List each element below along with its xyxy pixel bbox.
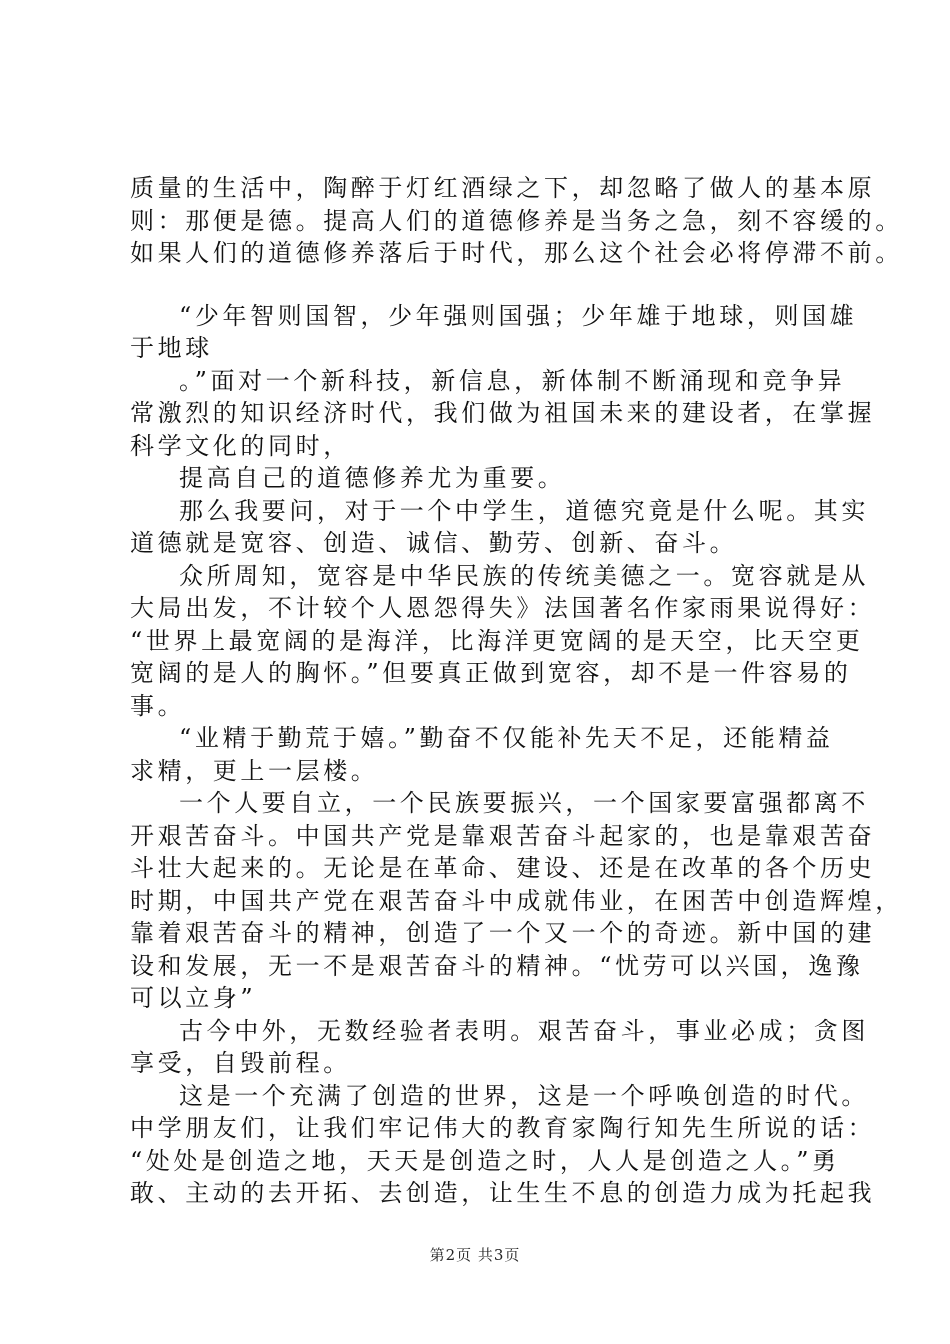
text-line: 事。 [130,691,186,720]
text-line: 时期，中国共产党在艰苦奋斗中成就伟业，在困苦中创造辉煌， [130,886,903,915]
text-line: 科学文化的同时， [130,431,351,460]
text-line: “少年智则国智，少年强则国强；少年雄于地球，则国雄 [179,301,858,330]
text-line: 那么我要问，对于一个中学生，道德究竟是什么呢。其实 [179,496,869,525]
text-line: 靠着艰苦奋斗的精神，创造了一个又一个的奇迹。新中国的建 [130,919,876,947]
text-line: 道德就是宽容、创造、诚信、勤劳、创新、奋斗。 [130,529,738,557]
text-line: “世界上最宽阔的是海洋，比海洋更宽阔的是天空，比天空更 [130,626,864,655]
text-line: 众所周知，宽容是中华民族的传统美德之一。宽容就是从 [179,561,869,590]
text-line: 则：那便是德。提高人们的道德修养是当务之急，刻不容缓的。 [130,206,903,235]
text-line: 提高自己的道德修养尤为重要。 [179,464,566,492]
text-line: 求精，更上一层楼。 [130,756,379,785]
text-line: 开艰苦奋斗。中国共产党是靠艰苦奋斗起家的，也是靠艰苦奋 [130,821,876,850]
text-line: 如果人们的道德修养落后于时代，那么这个社会必将停滞不前。 [130,239,903,267]
text-line: “处处是创造之地，天天是创造之时，人人是创造之人。”勇 [130,1146,840,1175]
text-line: 可以立身” [130,984,257,1012]
text-line: 斗壮大起来的。无论是在革命、建设、还是在改革的各个历史 [130,854,876,882]
text-line: 设和发展，无一不是艰苦奋斗的精神。“忧劳可以兴国，逸豫 [130,951,864,980]
text-line: 常激烈的知识经济时代，我们做为祖国未来的建设者，在掌握 [130,399,876,427]
text-line: 古今中外，无数经验者表明。艰苦奋斗，事业必成；贪图 [179,1016,869,1045]
text-line: 。”面对一个新科技，新信息，新体制不断涌现和竞争异 [179,366,846,395]
text-line: 于地球 [130,334,213,362]
text-line: 敢、主动的去开拓、去创造，让生生不息的创造力成为托起我 [130,1179,876,1207]
text-line: 宽阔的是人的胸怀。”但要真正做到宽容，却不是一件容易的 [130,659,852,687]
paragraph-gap [130,270,840,300]
text-line: 质量的生活中，陶醉于灯红酒绿之下，却忽略了做人的基本原 [130,174,876,202]
text-line: 这是一个充满了创造的世界，这是一个呼唤创造的时代。 [179,1081,869,1110]
text-line: 大局出发，不计较个人恩怨得失》法国著名作家雨果说得好： [130,594,876,622]
page-number-footer: 第2页 共3页 [429,1246,521,1264]
text-line: 一个人要自立，一个民族要振兴，一个国家要富强都离不 [179,789,869,817]
text-line: 享受，自毁前程。 [130,1049,351,1077]
text-line: “业精于勤荒于嬉。”勤奋不仅能补先天不足，还能精益 [179,724,834,752]
document-body [130,172,903,1210]
text-line: 中学朋友们，让我们牢记伟大的教育家陶行知先生所说的话： [130,1114,876,1142]
